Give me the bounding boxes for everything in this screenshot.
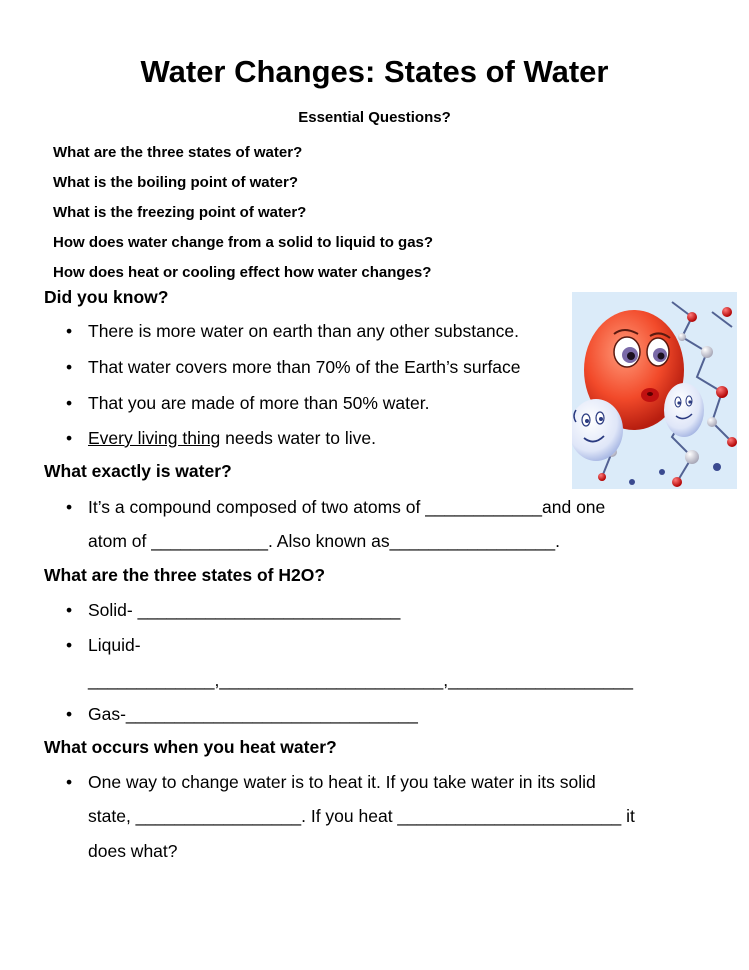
- fact-text-rest: needs water to live.: [220, 428, 376, 448]
- bullet-icon: •: [66, 357, 73, 377]
- fact-text: There is more water on earth than any other substance.: [88, 321, 519, 341]
- bullet-icon: •: [66, 428, 73, 448]
- essential-question: How does water change from a solid to liquid to gas?: [53, 234, 434, 251]
- heat-line-1: One way to change water is to heat it. If you take water in its solid: [88, 772, 596, 792]
- liquid-blank-line: _____________,_______________________,___________________: [88, 670, 634, 690]
- essential-questions-list: [53, 138, 433, 288]
- did-you-know-heading: Did you know?: [44, 287, 169, 307]
- bullet-icon: •: [66, 600, 73, 620]
- heat-water-heading: What occurs when you heat water?: [44, 737, 337, 757]
- bullet-icon: •: [66, 393, 73, 413]
- three-states-heading: What are the three states of H2O?: [44, 565, 326, 585]
- page-title: Water Changes: States of Water: [140, 54, 609, 89]
- heat-line-2: state, _________________. If you heat _______________________ it: [88, 806, 635, 826]
- essential-question: What are the three states of water?: [53, 144, 303, 161]
- what-is-water-heading: What exactly is water?: [44, 461, 232, 481]
- fact-text: [88, 427, 376, 449]
- water-compound-line-2: atom of ____________. Also known as_________________.: [88, 531, 560, 551]
- bullet-icon: •: [66, 772, 73, 792]
- liquid-label: Liquid-: [88, 635, 141, 655]
- bullet-icon: •: [66, 321, 73, 341]
- water-molecules-illustration: [572, 292, 737, 489]
- essential-questions-heading: Essential Questions?: [298, 109, 451, 126]
- bullet-icon: •: [66, 704, 73, 724]
- water-compound-line-1: It’s a compound composed of two atoms of ____________and one: [88, 497, 606, 517]
- essential-question: What is the boiling point of water?: [53, 174, 298, 191]
- essential-question: How does heat or cooling effect how water changes?: [53, 264, 432, 281]
- heat-line-3: does what?: [88, 841, 178, 861]
- bullet-icon: •: [66, 635, 73, 655]
- gas-blank-line: Gas-______________________________: [88, 704, 418, 724]
- fact-text: That you are made of more than 50% water.: [88, 393, 430, 413]
- essential-question: What is the freezing point of water?: [53, 204, 307, 221]
- solid-blank-line: Solid- ___________________________: [88, 600, 401, 620]
- cartoon-water-molecule-icon: [572, 292, 737, 489]
- bullet-icon: •: [66, 497, 73, 517]
- fact-text: That water covers more than 70% of the Earth’s surface: [88, 357, 521, 377]
- underlined-phrase: Every living thing: [88, 428, 221, 448]
